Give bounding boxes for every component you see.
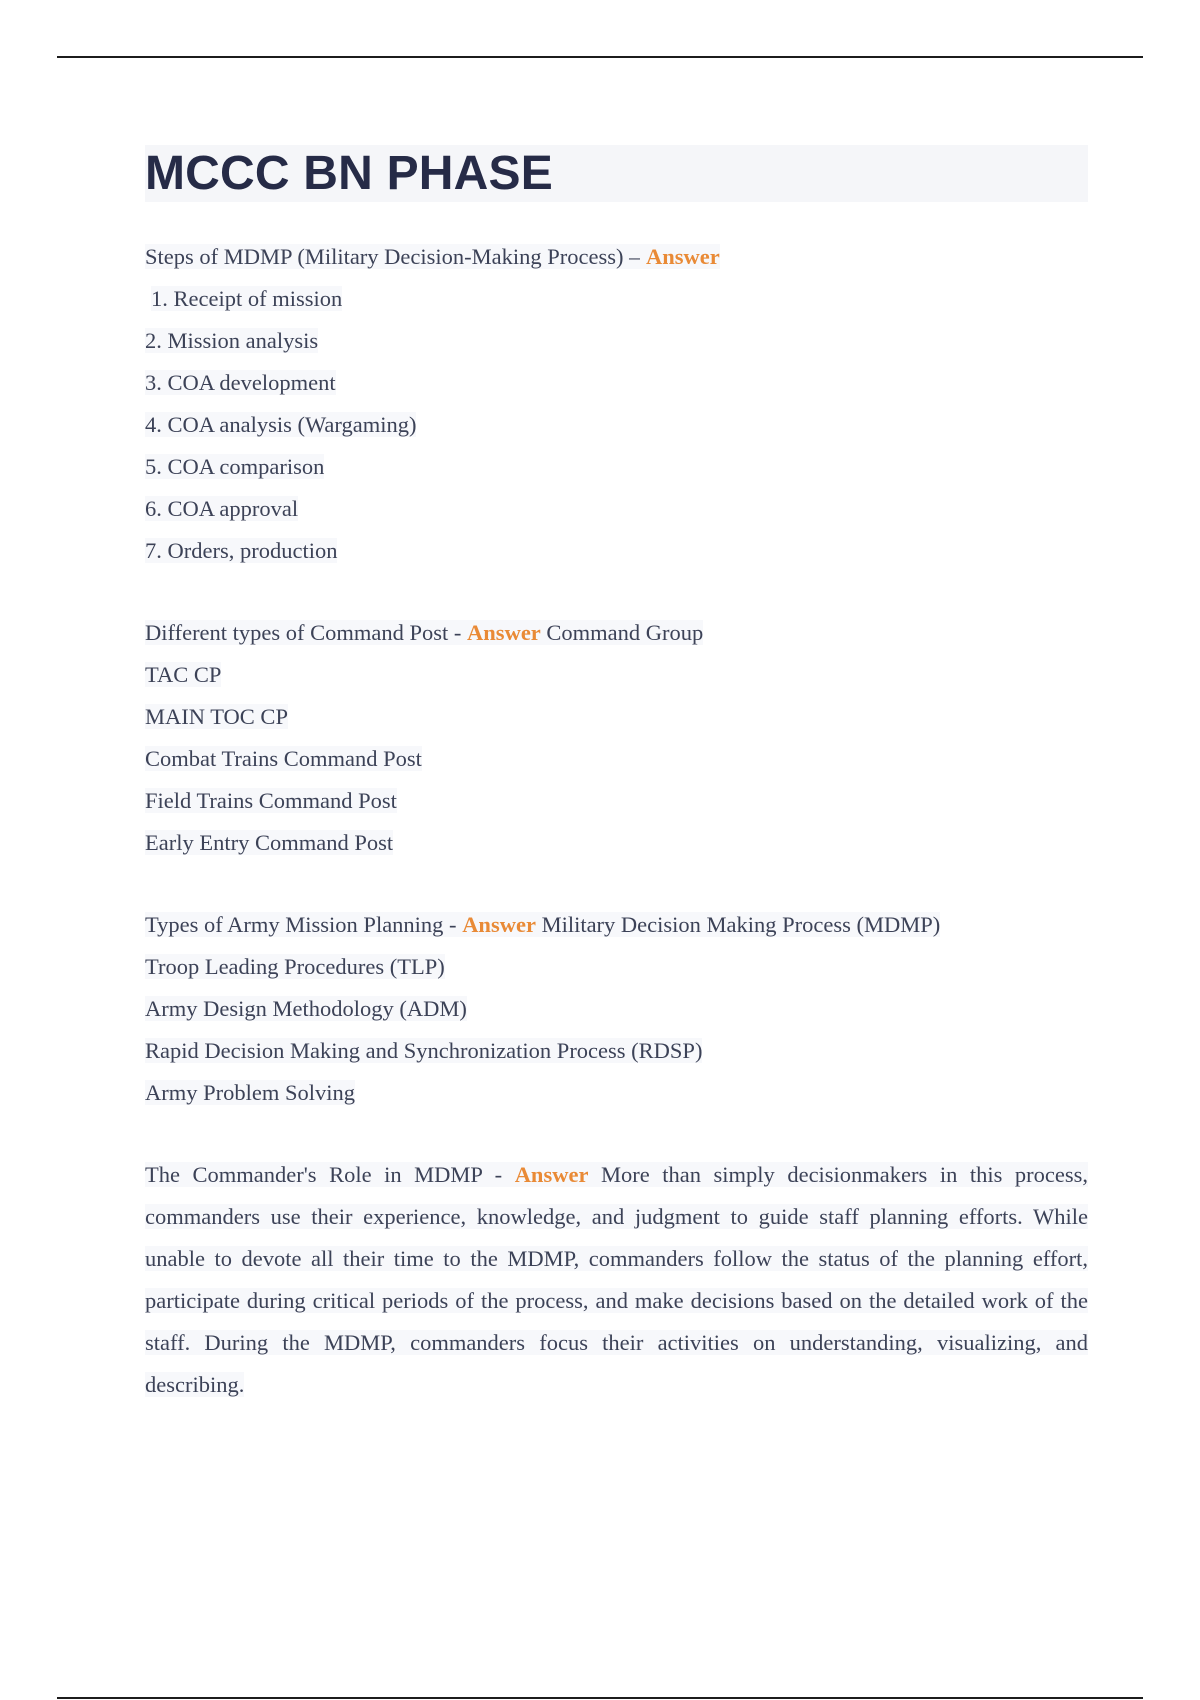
list-item (145, 738, 1088, 780)
command-post-item: TAC CP (145, 662, 222, 687)
command-post-question-text: Different types of Command Post - (145, 620, 462, 645)
mdmp-step-4: 4. COA analysis (Wargaming) (145, 412, 417, 437)
list-item (145, 696, 1088, 738)
section-gap (145, 864, 1088, 904)
mission-planning-first-answer: Military Decision Making Process (MDMP) (541, 912, 941, 937)
list-item (145, 488, 1088, 530)
list-item (145, 1072, 1088, 1114)
command-post-first-answer: Command Group (546, 620, 704, 645)
mdmp-step-6: 6. COA approval (145, 496, 299, 521)
command-post-item: Combat Trains Command Post (145, 746, 422, 771)
mission-planning-item: Troop Leading Procedures (TLP) (145, 954, 445, 979)
list-item (145, 822, 1088, 864)
title-banner (145, 145, 1088, 202)
answer-label: Answer (646, 244, 720, 269)
list-item (145, 946, 1088, 988)
mdmp-step-3: 3. COA development (145, 370, 336, 395)
command-post-question-line (145, 612, 1088, 654)
commander-role-question-text: The Commander's Role in MDMP - (145, 1162, 503, 1187)
list-item (145, 278, 1088, 320)
mdmp-step-5: 5. COA comparison (145, 454, 325, 479)
mission-planning-item: Army Problem Solving (145, 1080, 356, 1105)
mission-planning-question-line (145, 904, 1088, 946)
commander-role-answer-text: More than simply decisionmakers in this process, commanders use their experience, knowledge, and judgment to guide staff planning efforts. While unable to devote all their time to the MDMP, commanders follow the status of the planning effort, participate during critical periods of the process, and make decisions based on the detailed work of the staff. During the MDMP, commanders focus their activities on understanding, visualizing, and describing. (145, 1162, 1089, 1397)
list-item (145, 362, 1088, 404)
command-post-item: MAIN TOC CP (145, 704, 288, 729)
mdmp-question-line (145, 236, 1088, 278)
mdmp-step-7: 7. Orders, production (145, 538, 338, 563)
list-item (145, 780, 1088, 822)
list-item (145, 320, 1088, 362)
list-item (145, 988, 1088, 1030)
document-body (145, 236, 1088, 1406)
mdmp-step-2: 2. Mission analysis (145, 328, 319, 353)
answer-label: Answer (467, 620, 541, 645)
commander-role-paragraph (145, 1154, 1088, 1406)
answer-label: Answer (514, 1162, 589, 1187)
page-title: MCCC BN PHASE (145, 147, 553, 200)
command-post-item: Field Trains Command Post (145, 788, 397, 813)
mdmp-step-1: 1. Receipt of mission (151, 286, 343, 311)
mission-planning-item: Army Design Methodology (ADM) (145, 996, 467, 1021)
list-item (145, 1030, 1088, 1072)
mission-planning-item: Rapid Decision Making and Synchronization Process (RDSP) (145, 1038, 703, 1063)
mdmp-question-text: Steps of MDMP (Military Decision-Making Process) – (145, 244, 641, 269)
mission-planning-question-text: Types of Army Mission Planning - (145, 912, 457, 937)
command-post-item: Early Entry Command Post (145, 830, 394, 855)
list-item (145, 654, 1088, 696)
bottom-rule (57, 1697, 1143, 1699)
section-gap (145, 572, 1088, 612)
list-item (145, 404, 1088, 446)
list-item (145, 446, 1088, 488)
answer-label: Answer (462, 912, 536, 937)
section-gap (145, 1114, 1088, 1154)
list-item (145, 530, 1088, 572)
top-rule (57, 56, 1143, 58)
